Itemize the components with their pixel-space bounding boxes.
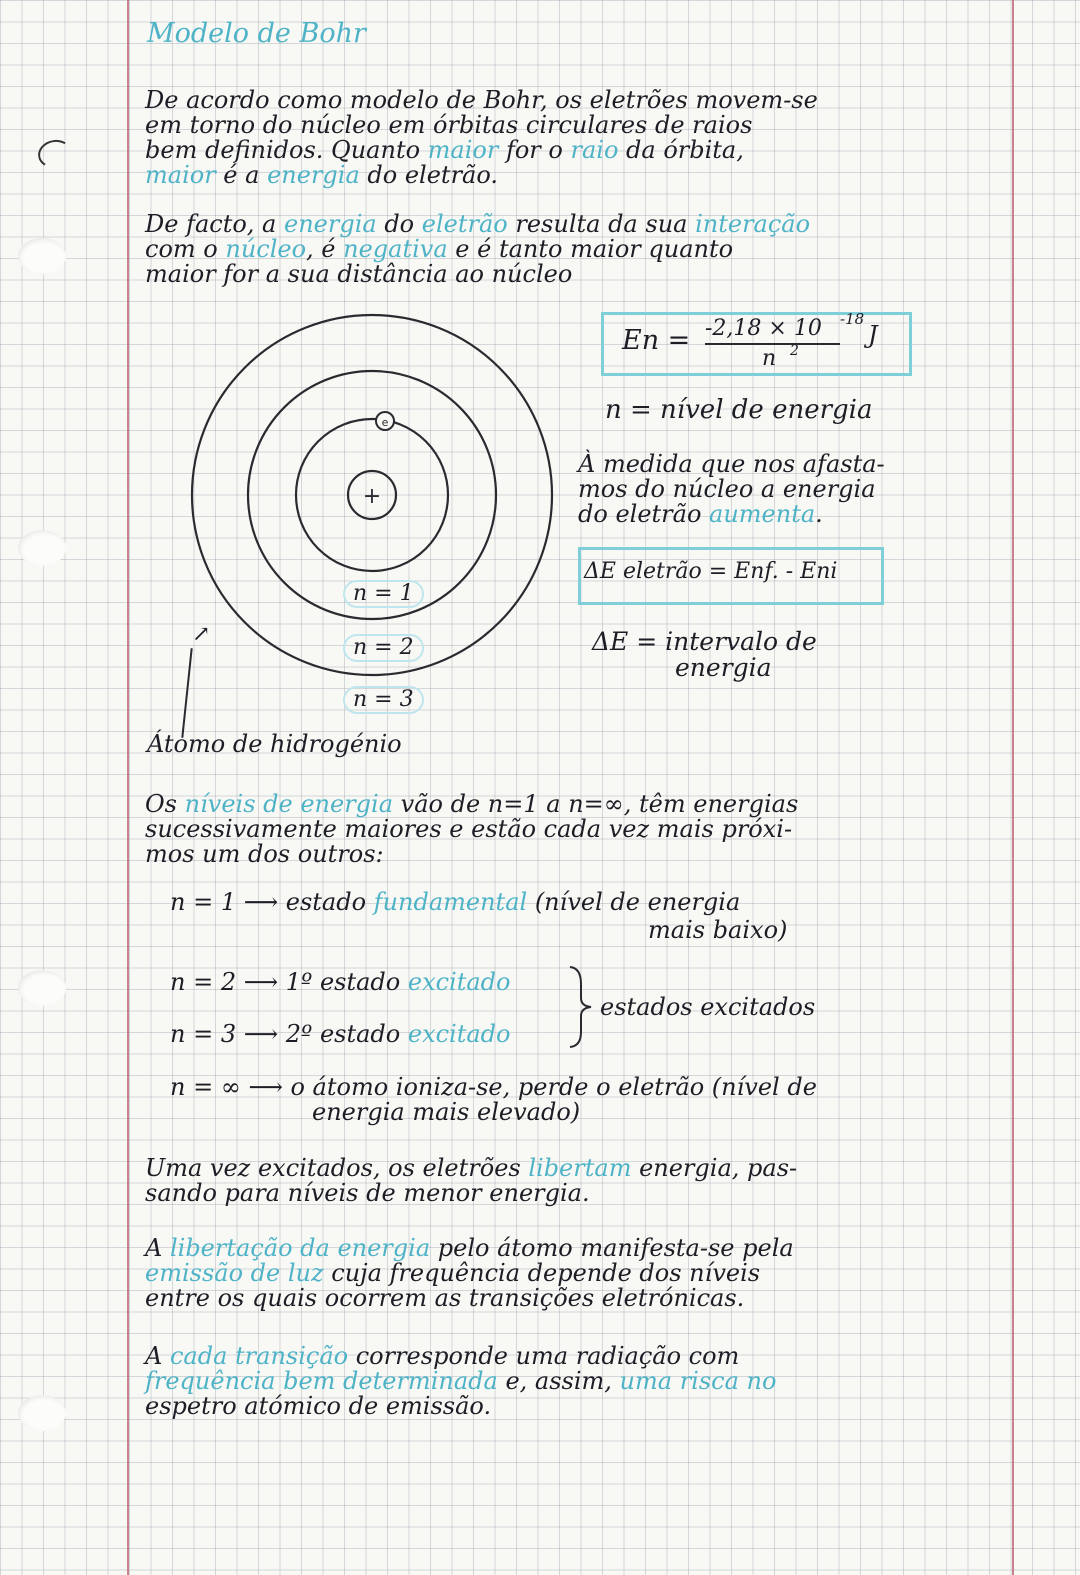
highlight-run: negativa xyxy=(343,235,448,263)
caption-arrow-head: ↗ xyxy=(192,622,211,647)
text-run: . xyxy=(815,500,823,528)
paragraph-2-line-3: maior for a sua distância ao núcleo xyxy=(145,260,573,288)
state-n1-continuation: mais baixo) xyxy=(648,916,788,944)
text-run: (nível de energia xyxy=(527,888,741,916)
paragraph-1-line-1: De acordo como modelo de Bohr, os eletrões movem-se xyxy=(145,86,818,114)
highlight-run: excitado xyxy=(407,1020,511,1048)
orbit-label-n3: n = 3 xyxy=(343,686,424,714)
paragraph-3-line-3: mos um dos outros: xyxy=(145,840,384,868)
highlight-run: maior xyxy=(427,136,499,164)
text-run: De facto, a xyxy=(145,210,284,238)
highlight-run: excitado xyxy=(407,968,511,996)
text-run: do eletrão xyxy=(578,500,710,528)
text-run: bem definidos. Quanto xyxy=(145,136,428,164)
highlight-run: aumenta xyxy=(709,500,816,528)
binder-hole xyxy=(18,970,66,1006)
highlight-run: maior xyxy=(145,161,216,189)
text-run: é a xyxy=(215,161,268,189)
excited-states-brace xyxy=(565,962,595,1052)
text-run: e, assim, xyxy=(497,1367,620,1395)
highlight-run: cada transição xyxy=(169,1342,349,1370)
text-run: vão de n=1 a n=∞, têm energias xyxy=(393,790,799,818)
formula-unit: J xyxy=(868,321,878,349)
paragraph-5-line-2 xyxy=(145,1261,760,1285)
left-margin-line xyxy=(127,0,129,1575)
delta-definition-line-1: ΔE = intervalo de xyxy=(592,627,817,656)
paragraph-6-line-2 xyxy=(145,1369,776,1393)
page-title: Modelo de Bohr xyxy=(147,18,366,49)
excited-states-label: estados excitados xyxy=(600,993,816,1021)
text-run: e é tanto maior quanto xyxy=(447,235,734,263)
orbit-label-n2: n = 2 xyxy=(343,634,424,662)
highlight-run: energia xyxy=(267,161,360,189)
binder-hole xyxy=(18,530,66,566)
text-run: n = 2 ⟶ 1º estado xyxy=(170,968,408,996)
text-run: , é xyxy=(306,235,344,263)
highlight-run: raio xyxy=(570,136,619,164)
text-run: n = 3 ⟶ 2º estado xyxy=(170,1020,408,1048)
highlight-run: frequência bem determinada xyxy=(145,1367,498,1395)
paragraph-3-line-1 xyxy=(145,792,798,816)
formula-denominator: n xyxy=(762,346,777,371)
highlight-run: emissão de luz xyxy=(145,1259,324,1287)
text-run: resulta da sua xyxy=(507,210,696,238)
fraction-bar xyxy=(705,343,840,345)
n-definition: n = nível de energia xyxy=(605,395,873,425)
state-n-infinity-continuation: energia mais elevado) xyxy=(312,1098,581,1126)
paragraph-6-line-3: espetro atómico de emissão. xyxy=(145,1392,492,1420)
state-n2 xyxy=(170,970,510,994)
highlight-run: fundamental xyxy=(373,888,528,916)
delta-energy-formula: ΔE eletrão = Enf. - Eni xyxy=(584,559,838,584)
binder-hole xyxy=(18,1395,66,1431)
binder-hole-edge xyxy=(36,137,74,170)
text-run: cuja frequência depende dos níveis xyxy=(323,1259,761,1287)
right-margin-line xyxy=(1012,0,1014,1575)
text-run: do eletrão. xyxy=(359,161,498,189)
highlight-run: eletrão xyxy=(421,210,508,238)
atom-caption: Átomo de hidrogénio xyxy=(147,730,402,758)
binder-hole xyxy=(18,238,66,274)
highlight-run: núcleo xyxy=(225,235,307,263)
highlight-run: libertam xyxy=(528,1154,632,1182)
highlight-run: libertação da energia xyxy=(169,1234,431,1262)
distance-note-line-1: À medida que nos afasta- xyxy=(578,450,885,478)
formula-denominator-exponent: 2 xyxy=(790,343,799,359)
text-run: A xyxy=(145,1234,170,1262)
text-run: pelo átomo manifesta-se pela xyxy=(430,1234,794,1262)
text-run: n = 1 ⟶ estado xyxy=(170,888,374,916)
text-run: energia, pas- xyxy=(631,1154,798,1182)
distance-note-line-2: mos do núcleo a energia xyxy=(578,475,876,503)
state-n3 xyxy=(170,1022,510,1046)
formula-numerator: -2,18 × 10 xyxy=(705,316,822,341)
text-run: Os xyxy=(145,790,185,818)
formula-lhs: En = xyxy=(622,325,691,356)
state-n1 xyxy=(170,890,740,914)
text-run: com o xyxy=(145,235,226,263)
paragraph-2-line-2 xyxy=(145,237,733,261)
highlight-run: interação xyxy=(695,210,811,238)
paragraph-5-line-1 xyxy=(145,1236,794,1260)
text-run: for o xyxy=(498,136,571,164)
highlight-run: níveis de energia xyxy=(184,790,394,818)
paragraph-1-line-2: em torno do núcleo em órbitas circulares de raios xyxy=(145,111,753,139)
paragraph-2-line-1 xyxy=(145,212,810,236)
state-n-infinity: n = ∞ ⟶ o átomo ioniza-se, perde o eletrão (nível de xyxy=(170,1073,817,1101)
electron-symbol: e xyxy=(381,416,389,429)
paragraph-3-line-2: sucessivamente maiores e estão cada vez mais próxi- xyxy=(145,815,793,843)
text-run: Uma vez excitados, os eletrões xyxy=(145,1154,529,1182)
paragraph-1-line-4 xyxy=(145,163,498,187)
highlight-run: energia xyxy=(284,210,377,238)
nucleus-sign: + xyxy=(362,484,382,509)
paragraph-4-line-1 xyxy=(145,1156,797,1180)
formula-exponent: -18 xyxy=(840,310,865,328)
paragraph-5-line-3: entre os quais ocorrem as transições eletrónicas. xyxy=(145,1284,745,1312)
paragraph-1-line-3 xyxy=(145,138,744,162)
text-run: do xyxy=(376,210,422,238)
paragraph-4-line-2: sando para níveis de menor energia. xyxy=(145,1179,590,1207)
highlight-run: uma risca no xyxy=(619,1367,777,1395)
orbit-label-n1: n = 1 xyxy=(343,580,424,608)
text-run: da órbita, xyxy=(618,136,744,164)
text-run: corresponde uma radiação com xyxy=(348,1342,740,1370)
distance-note-line-3 xyxy=(578,502,823,526)
paragraph-6-line-1 xyxy=(145,1344,739,1368)
text-run: A xyxy=(145,1342,170,1370)
delta-definition-line-2: energia xyxy=(675,653,772,682)
